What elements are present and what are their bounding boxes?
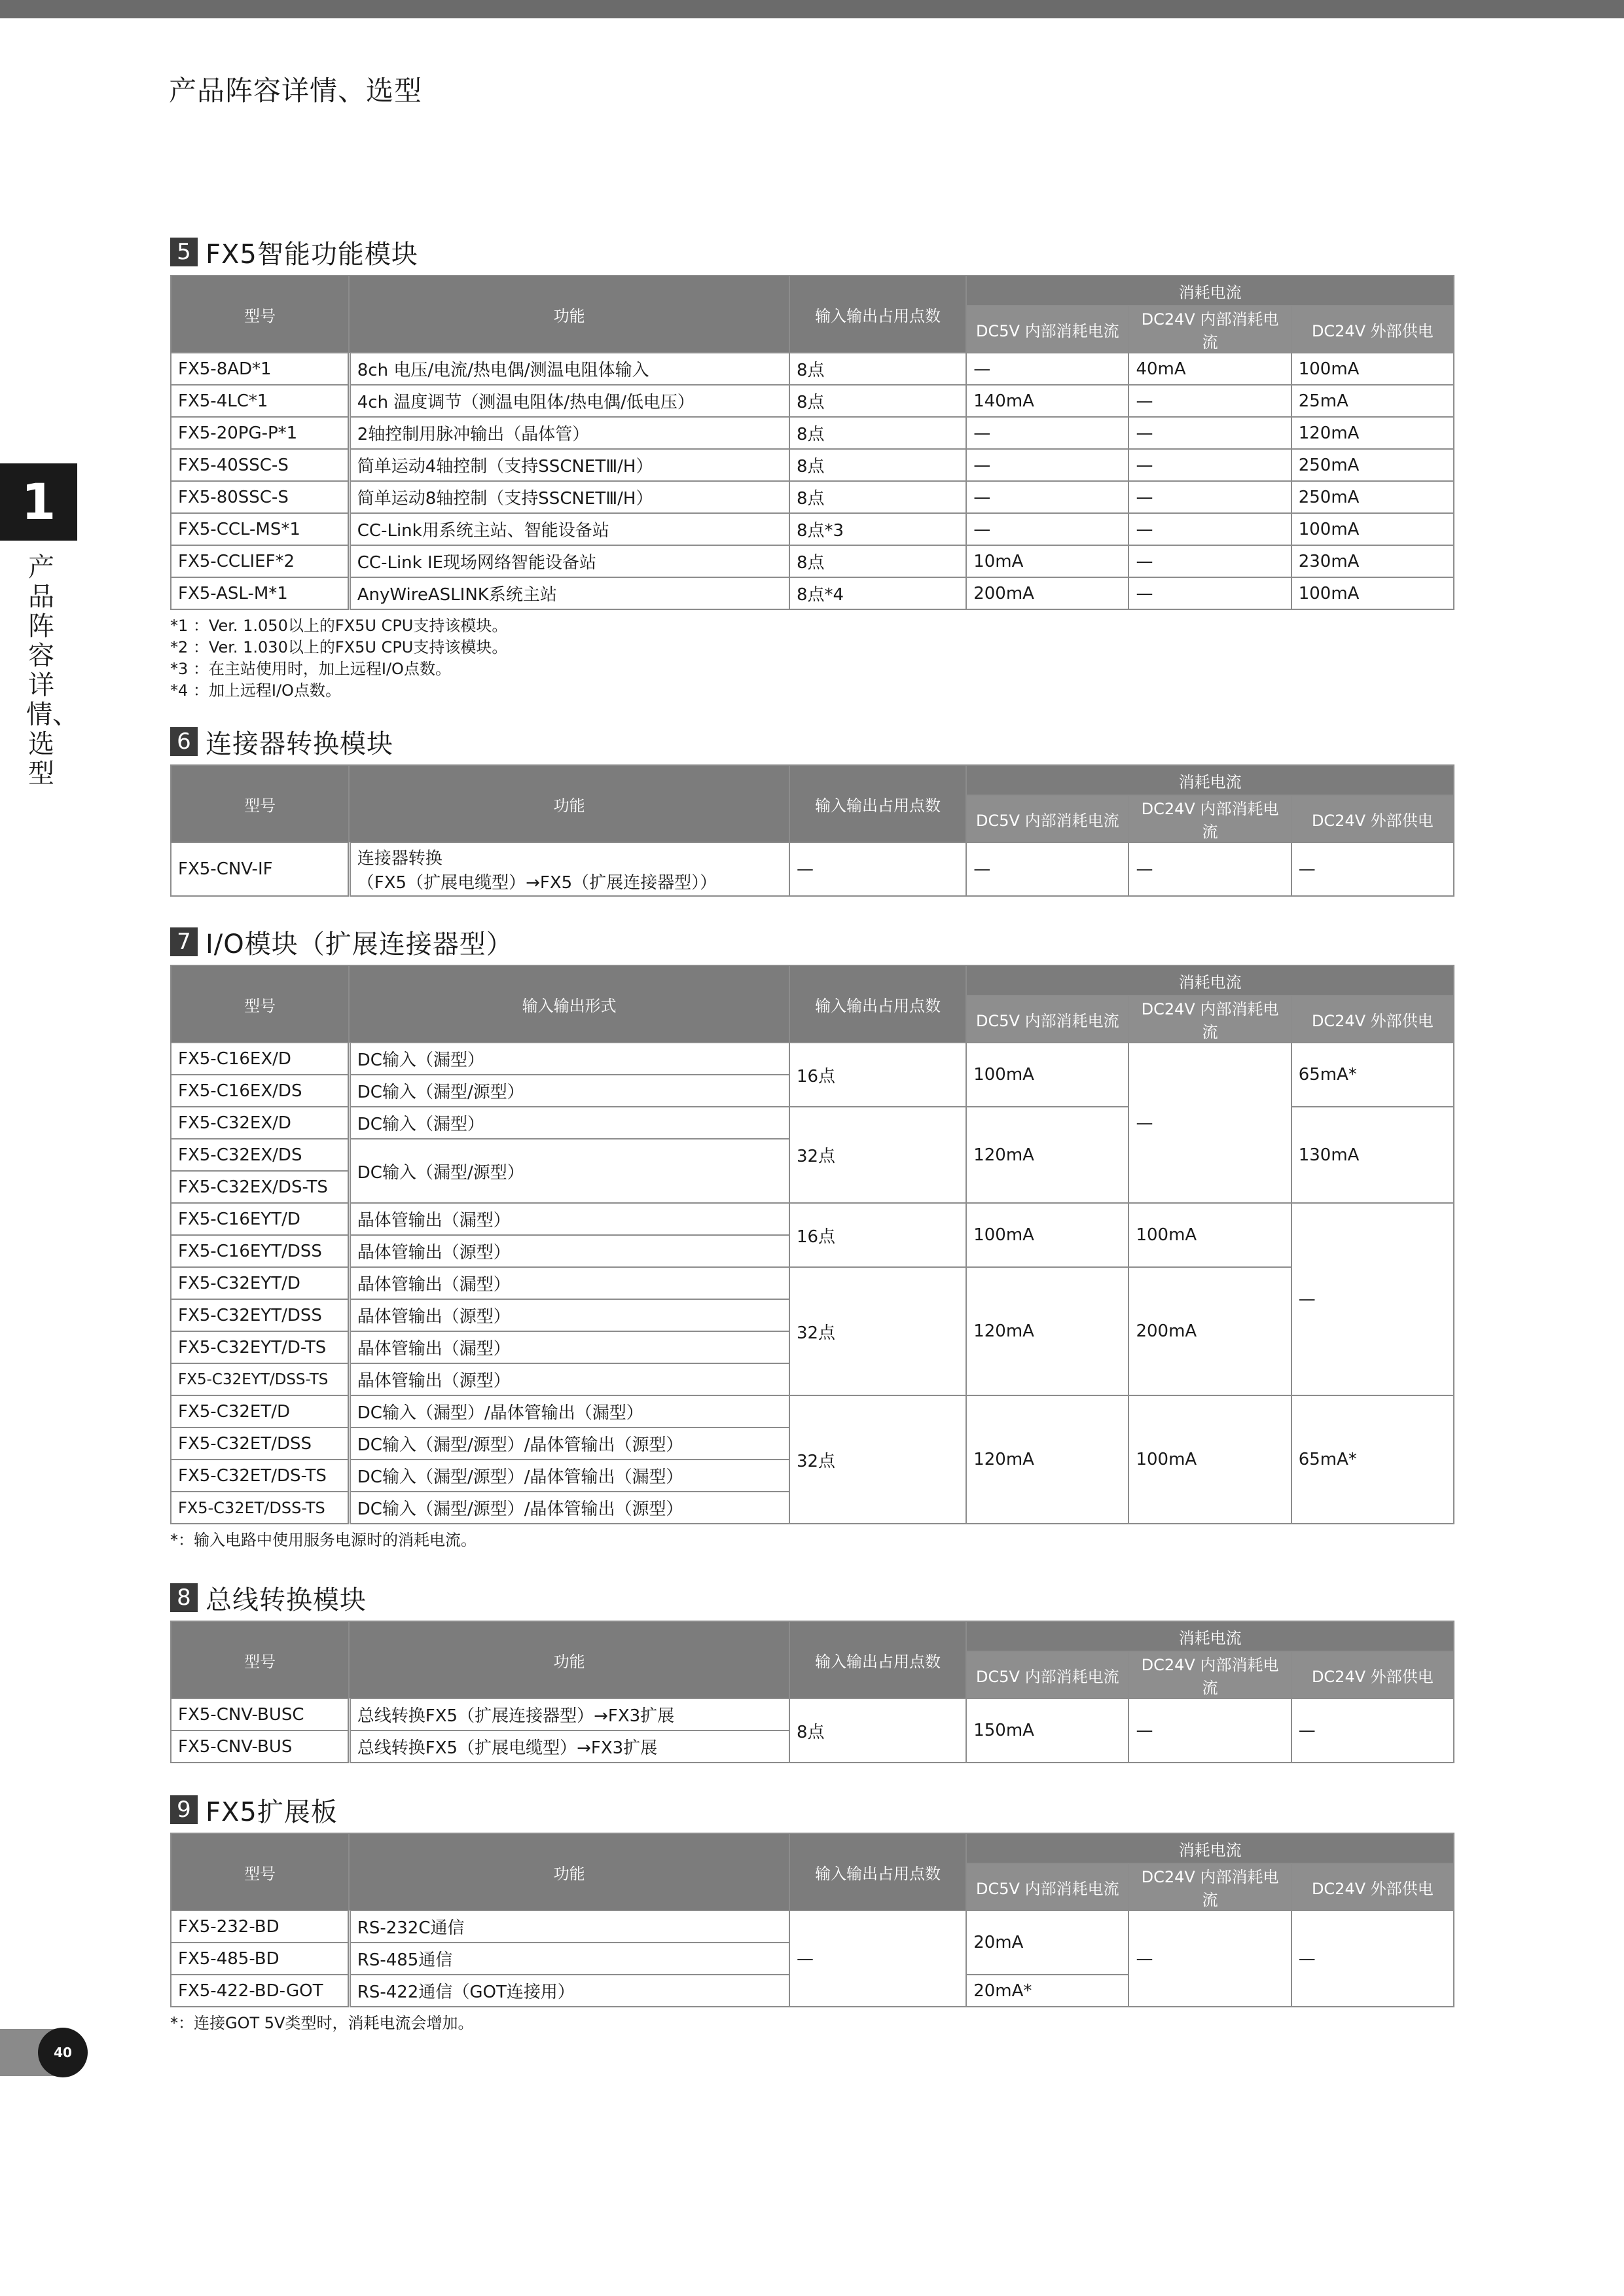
header-dc24v-internal: DC24V 内部消耗电流	[1128, 306, 1291, 353]
section-fx5-intelligent	[170, 237, 1454, 702]
header-model: 型号	[171, 1621, 349, 1698]
dc5v-cell: 200mA	[966, 577, 1128, 609]
header-points: 输入输出占用点数	[789, 1833, 966, 1910]
model-cell: FX5-40SSC-S	[171, 449, 349, 481]
dc24v-internal-cell: —	[1128, 1910, 1291, 2007]
dc5v-cell: —	[966, 449, 1128, 481]
header-current: 消耗电流	[966, 1621, 1454, 1651]
points-cell: —	[789, 1910, 966, 2007]
io-form-cell: DC输入（漏型）/晶体管输出（漏型）	[349, 1395, 789, 1427]
model-cell: FX5-C32EYT/DSS	[171, 1299, 349, 1331]
header-points: 输入输出占用点数	[789, 965, 966, 1043]
points-cell: 8点	[789, 385, 966, 417]
model-cell: FX5-C32ET/DS-TS	[171, 1460, 349, 1492]
function-cell: 2轴控制用脉冲输出（晶体管）	[349, 417, 789, 449]
header-model: 型号	[171, 965, 349, 1043]
header-current: 消耗电流	[966, 765, 1454, 795]
section-title: I/O模块（扩展连接器型）	[206, 929, 513, 960]
table-row	[171, 1910, 1454, 1943]
io-form-cell: 晶体管输出（漏型）	[349, 1267, 789, 1299]
io-form-cell: 晶体管输出（漏型）	[349, 1203, 789, 1235]
model-cell: FX5-CCLIEF*2	[171, 545, 349, 577]
model-cell: FX5-422-BD-GOT	[171, 1975, 349, 2007]
model-cell: FX5-8AD*1	[171, 353, 349, 385]
footnote: *：输入电路中使用服务电源时的消耗电流。	[170, 1531, 477, 1549]
section-connector-conversion	[170, 726, 1454, 897]
footnote: *1 ：Ver. 1.050以上的FX5U CPU支持该模块。	[170, 617, 508, 635]
dc24v-external-cell: —	[1291, 1203, 1454, 1395]
dc24v-external-cell: 65mA*	[1291, 1395, 1454, 1524]
model-cell: FX5-20PG-P*1	[171, 417, 349, 449]
table-row	[171, 385, 1454, 417]
section-title: 连接器转换模块	[206, 728, 393, 759]
function-cell: 简单运动8轴控制（支持SSCNETⅢ/H）	[349, 481, 789, 513]
dc24v-internal-cell: 200mA	[1128, 1267, 1291, 1395]
io-form-cell: DC输入（漏型/源型）/晶体管输出（源型）	[349, 1427, 789, 1460]
dc24v-internal-cell: —	[1128, 1043, 1291, 1203]
points-cell: 16点	[789, 1203, 966, 1267]
top-bar	[0, 0, 1624, 18]
header-current: 消耗电流	[966, 276, 1454, 306]
model-cell: FX5-80SSC-S	[171, 481, 349, 513]
table-row	[171, 417, 1454, 449]
io-form-cell: 晶体管输出（漏型）	[349, 1331, 789, 1363]
dc24v-external-cell: 230mA	[1291, 545, 1454, 577]
header-function: 功能	[349, 765, 789, 842]
function-cell: AnyWireASLINK系统主站	[349, 577, 789, 609]
function-cell: CC-Link IE现场网络智能设备站	[349, 545, 789, 577]
function-cell: 8ch 电压/电流/热电偶/测温电阻体输入	[349, 353, 789, 385]
chapter-number: 1	[0, 463, 77, 541]
dc5v-cell: 140mA	[966, 385, 1128, 417]
header-current: 消耗电流	[966, 965, 1454, 996]
header-model: 型号	[171, 276, 349, 353]
points-cell: 8点*3	[789, 513, 966, 545]
dc24v-internal-cell: —	[1128, 513, 1291, 545]
table-row	[171, 545, 1454, 577]
spec-table	[170, 764, 1454, 897]
table-row	[171, 577, 1454, 609]
dc24v-internal-cell: —	[1128, 577, 1291, 609]
model-cell: FX5-C32EX/DS-TS	[171, 1171, 349, 1203]
points-cell: 16点	[789, 1043, 966, 1107]
function-cell: CC-Link用系统主站、智能设备站	[349, 513, 789, 545]
dc24v-internal-cell: —	[1128, 545, 1291, 577]
header-model: 型号	[171, 765, 349, 842]
footnote: *4 ：加上远程I/O点数。	[170, 681, 341, 700]
header-function: 功能	[349, 1621, 789, 1698]
io-form-cell: DC输入（漏型/源型）/晶体管输出（源型）	[349, 1492, 789, 1524]
model-cell: FX5-CNV-IF	[171, 842, 349, 896]
header-dc5v: DC5V 内部消耗电流	[966, 306, 1128, 353]
model-cell: FX5-C32EYT/D	[171, 1267, 349, 1299]
table-row	[171, 481, 1454, 513]
table-row	[171, 353, 1454, 385]
model-cell: FX5-232-BD	[171, 1910, 349, 1943]
table-row	[171, 1395, 1454, 1427]
dc24v-internal-cell: —	[1128, 385, 1291, 417]
section-io-module	[170, 927, 1454, 1551]
footnotes	[170, 615, 1454, 702]
model-cell: FX5-CCL-MS*1	[171, 513, 349, 545]
points-cell: 8点*4	[789, 577, 966, 609]
footnote: *3 ：在主站使用时，加上远程I/O点数。	[170, 660, 451, 678]
table-row	[171, 513, 1454, 545]
header-dc24v-external: DC24V 外部供电	[1291, 996, 1454, 1043]
spec-table	[170, 1621, 1454, 1763]
model-cell: FX5-C32ET/D	[171, 1395, 349, 1427]
section-number: 8	[170, 1583, 198, 1612]
dc5v-cell: 100mA	[966, 1043, 1128, 1107]
points-cell: 8点	[789, 449, 966, 481]
dc5v-cell: 120mA	[966, 1395, 1128, 1524]
dc24v-internal-cell: —	[1128, 417, 1291, 449]
dc24v-internal-cell: 40mA	[1128, 353, 1291, 385]
dc5v-cell: —	[966, 513, 1128, 545]
section-expansion-board	[170, 1795, 1454, 2034]
footnote: *：连接GOT 5V类型时，消耗电流会增加。	[170, 2014, 474, 2032]
dc24v-external-cell: 25mA	[1291, 385, 1454, 417]
dc5v-cell: —	[966, 417, 1128, 449]
dc5v-cell: 10mA	[966, 545, 1128, 577]
io-form-cell: 晶体管输出（源型）	[349, 1235, 789, 1267]
points-cell: 8点	[789, 1698, 966, 1763]
points-cell: 8点	[789, 417, 966, 449]
model-cell: FX5-C32ET/DSS	[171, 1427, 349, 1460]
dc24v-internal-cell: —	[1128, 449, 1291, 481]
model-cell: FX5-C16EX/D	[171, 1043, 349, 1075]
points-cell: 32点	[789, 1395, 966, 1524]
header-dc5v: DC5V 内部消耗电流	[966, 795, 1128, 842]
table-row	[171, 842, 1454, 896]
function-cell: RS-485通信	[349, 1943, 789, 1975]
model-cell: FX5-C16EYT/DSS	[171, 1235, 349, 1267]
section-title: FX5扩展板	[206, 1797, 338, 1827]
dc5v-cell: —	[966, 842, 1128, 896]
spec-table	[170, 965, 1454, 1524]
dc24v-internal-cell: —	[1128, 1698, 1291, 1763]
function-cell: 总线转换FX5（扩展连接器型）→FX3扩展	[349, 1698, 789, 1731]
points-cell: 8点	[789, 545, 966, 577]
section-number: 7	[170, 927, 198, 956]
dc5v-cell: 20mA*	[966, 1975, 1128, 2007]
header-current: 消耗电流	[966, 1833, 1454, 1863]
function-cell	[349, 842, 789, 896]
function-cell: 简单运动4轴控制（支持SSCNETⅢ/H）	[349, 449, 789, 481]
model-cell: FX5-C16EYT/D	[171, 1203, 349, 1235]
dc24v-external-cell: 250mA	[1291, 481, 1454, 513]
spec-table	[170, 1833, 1454, 2007]
page-number: 40	[38, 2028, 88, 2077]
header-points: 输入输出占用点数	[789, 1621, 966, 1698]
header-points: 输入输出占用点数	[789, 765, 966, 842]
dc24v-external-cell: 100mA	[1291, 353, 1454, 385]
function-cell: RS-232C通信	[349, 1910, 789, 1943]
table-row	[171, 1203, 1454, 1235]
io-form-cell: DC输入（漏型/源型）	[349, 1139, 789, 1203]
dc5v-cell: 20mA	[966, 1910, 1128, 1975]
section-number: 9	[170, 1795, 198, 1824]
function-cell: RS-422通信（GOT连接用）	[349, 1975, 789, 2007]
dc24v-internal-cell: —	[1128, 842, 1291, 896]
header-dc24v-external: DC24V 外部供电	[1291, 1863, 1454, 1910]
spec-table	[170, 275, 1454, 610]
model-cell: FX5-CNV-BUSC	[171, 1698, 349, 1731]
dc24v-external-cell: —	[1291, 842, 1454, 896]
dc5v-cell: —	[966, 481, 1128, 513]
points-cell: 8点	[789, 353, 966, 385]
model-cell: FX5-4LC*1	[171, 385, 349, 417]
io-form-cell: DC输入（漏型）	[349, 1043, 789, 1075]
dc24v-external-cell: 100mA	[1291, 577, 1454, 609]
model-cell: FX5-C32ET/DSS-TS	[171, 1492, 349, 1524]
table-row	[171, 1267, 1454, 1299]
header-dc5v: DC5V 内部消耗电流	[966, 996, 1128, 1043]
section-number: 5	[170, 238, 198, 266]
table-row	[171, 449, 1454, 481]
header-dc5v: DC5V 内部消耗电流	[966, 1863, 1128, 1910]
page-title: 产品阵容详情、选型	[169, 75, 423, 107]
table-row	[171, 1043, 1454, 1075]
header-dc24v-internal: DC24V 内部消耗电流	[1128, 1863, 1291, 1910]
model-cell: FX5-C16EX/DS	[171, 1075, 349, 1107]
dc5v-cell: 150mA	[966, 1698, 1128, 1763]
header-dc24v-internal: DC24V 内部消耗电流	[1128, 795, 1291, 842]
header-dc24v-external: DC24V 外部供电	[1291, 306, 1454, 353]
model-cell: FX5-CNV-BUS	[171, 1731, 349, 1763]
header-dc24v-internal: DC24V 内部消耗电流	[1128, 996, 1291, 1043]
model-cell: FX5-ASL-M*1	[171, 577, 349, 609]
dc24v-external-cell: 65mA*	[1291, 1043, 1454, 1107]
dc24v-internal-cell: 100mA	[1128, 1395, 1291, 1524]
header-model: 型号	[171, 1833, 349, 1910]
dc5v-cell: 100mA	[966, 1203, 1128, 1267]
dc24v-internal-cell: 100mA	[1128, 1203, 1291, 1267]
model-cell: FX5-C32EYT/DSS-TS	[171, 1363, 349, 1395]
function-cell: 4ch 温度调节（测温电阻体/热电偶/低电压）	[349, 385, 789, 417]
section-number: 6	[170, 727, 198, 756]
header-function: 功能	[349, 276, 789, 353]
points-cell: 32点	[789, 1107, 966, 1203]
model-cell: FX5-485-BD	[171, 1943, 349, 1975]
function-line: （FX5（扩展电缆型）→FX5（扩展连接器型））	[357, 873, 717, 893]
chapter-label: 产品阵容详情、选型	[26, 552, 79, 789]
io-form-cell: DC输入（漏型/源型）	[349, 1075, 789, 1107]
points-cell: 32点	[789, 1267, 966, 1395]
dc24v-external-cell: 120mA	[1291, 417, 1454, 449]
dc24v-external-cell: 100mA	[1291, 513, 1454, 545]
io-form-cell: DC输入（漏型）	[349, 1107, 789, 1139]
dc5v-cell: —	[966, 353, 1128, 385]
section-title: FX5智能功能模块	[206, 239, 418, 270]
section-bus-conversion	[170, 1583, 1454, 1763]
function-line: 连接器转换	[357, 849, 442, 869]
dc24v-internal-cell: —	[1128, 481, 1291, 513]
header-dc24v-external: DC24V 外部供电	[1291, 795, 1454, 842]
points-cell: —	[789, 842, 966, 896]
dc24v-external-cell: —	[1291, 1910, 1454, 2007]
model-cell: FX5-C32EX/D	[171, 1107, 349, 1139]
header-function: 功能	[349, 1833, 789, 1910]
header-dc24v-external: DC24V 外部供电	[1291, 1651, 1454, 1698]
footnote: *2 ：Ver. 1.030以上的FX5U CPU支持该模块。	[170, 638, 508, 656]
dc24v-external-cell: 130mA	[1291, 1107, 1454, 1203]
model-cell: FX5-C32EX/DS	[171, 1139, 349, 1171]
io-form-cell: 晶体管输出（源型）	[349, 1363, 789, 1395]
io-form-cell: DC输入（漏型/源型）/晶体管输出（漏型）	[349, 1460, 789, 1492]
section-title: 总线转换模块	[206, 1585, 367, 1615]
model-cell: FX5-C32EYT/D-TS	[171, 1331, 349, 1363]
dc5v-cell: 120mA	[966, 1267, 1128, 1395]
header-io-form: 输入输出形式	[349, 965, 789, 1043]
io-form-cell: 晶体管输出（源型）	[349, 1299, 789, 1331]
table-row	[171, 1698, 1454, 1731]
header-dc24v-internal: DC24V 内部消耗电流	[1128, 1651, 1291, 1698]
header-dc5v: DC5V 内部消耗电流	[966, 1651, 1128, 1698]
function-cell: 总线转换FX5（扩展电缆型）→FX3扩展	[349, 1731, 789, 1763]
dc24v-external-cell: 250mA	[1291, 449, 1454, 481]
points-cell: 8点	[789, 481, 966, 513]
dc24v-external-cell: —	[1291, 1698, 1454, 1763]
dc5v-cell: 120mA	[966, 1107, 1128, 1203]
header-points: 输入输出占用点数	[789, 276, 966, 353]
